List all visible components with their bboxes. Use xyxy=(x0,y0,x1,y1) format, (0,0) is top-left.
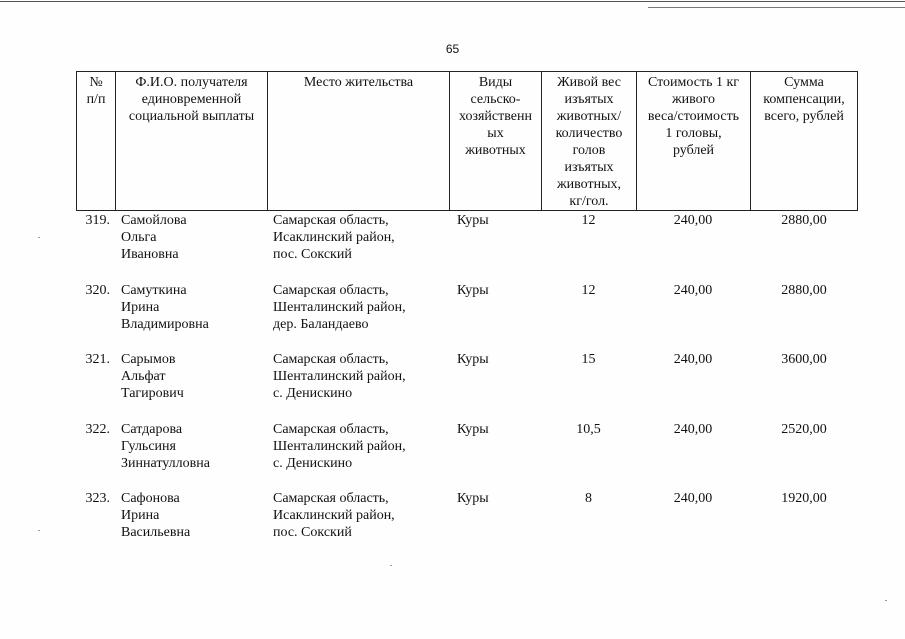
compensation-total: 3600,00 xyxy=(781,352,827,367)
residence: Самарская область, Шенталинский район, с. Денискино xyxy=(273,422,406,471)
recipient-name: Сатдарова Гульсиня Зиннатулловна xyxy=(121,422,210,471)
page-number: 65 xyxy=(445,42,460,56)
animal-type: Куры xyxy=(457,422,489,437)
scan-top-rule xyxy=(648,7,905,8)
col-residence-header: Место жительства xyxy=(268,72,450,210)
col-compensation-total-header: Сумма компенсации, всего, рублей xyxy=(763,75,845,124)
scan-speck xyxy=(38,237,40,238)
col-number-header: № п/п xyxy=(77,72,116,210)
scan-speck xyxy=(885,600,887,601)
unit-price: 240,00 xyxy=(673,491,713,506)
unit-price: 240,00 xyxy=(673,422,713,437)
compensation-total: 2520,00 xyxy=(781,422,827,437)
scan-speck xyxy=(390,565,392,566)
compensation-total: 1920,00 xyxy=(781,491,827,506)
live-weight: 8 xyxy=(585,491,592,506)
scan-speck xyxy=(38,530,40,531)
recipient-name: Самойлова Ольга Ивановна xyxy=(121,213,187,262)
row-number: 323. xyxy=(85,491,110,506)
animal-type: Куры xyxy=(457,491,489,506)
row-number: 321. xyxy=(85,352,110,367)
col-animal-type-header: Виды сельско- хозяйственн ых животных xyxy=(450,72,542,210)
row-number: 322. xyxy=(85,422,110,437)
col-recipient-name-header: Ф.И.О. получателя единовременной социальной выплаты xyxy=(116,72,268,210)
col-live-weight-header: Живой вес изъятых животных/ количество голов изъятых животных, кг/гол. xyxy=(542,72,637,210)
animal-type: Куры xyxy=(457,213,489,228)
animal-type: Куры xyxy=(457,283,489,298)
live-weight: 12 xyxy=(581,283,596,298)
unit-price: 240,00 xyxy=(673,283,713,298)
recipient-name: Сафонова Ирина Васильевна xyxy=(121,491,191,540)
recipient-name: Самуткина Ирина Владимировна xyxy=(121,283,209,332)
scan-top-border xyxy=(0,1,905,2)
col-unit-price-header: Стоимость 1 кг живого веса/стоимость 1 головы, рублей xyxy=(637,72,751,210)
live-weight: 10,5 xyxy=(576,422,601,437)
row-number: 319. xyxy=(85,213,110,228)
residence: Самарская область, Шенталинский район, дер. Баландаево xyxy=(273,283,406,332)
animal-type: Куры xyxy=(457,352,489,367)
unit-price: 240,00 xyxy=(673,213,713,228)
residence: Самарская область, Исаклинский район, пос. Сокский xyxy=(273,213,395,262)
residence: Самарская область, Исаклинский район, пос. Сокский xyxy=(273,491,395,540)
live-weight: 12 xyxy=(581,213,596,228)
unit-price: 240,00 xyxy=(673,352,713,367)
row-number: 320. xyxy=(85,283,110,298)
residence: Самарская область, Шенталинский район, с. Денискино xyxy=(273,352,406,401)
compensation-total: 2880,00 xyxy=(781,283,827,298)
live-weight: 15 xyxy=(581,352,596,367)
table-header xyxy=(76,71,858,211)
compensation-total: 2880,00 xyxy=(781,213,827,228)
recipient-name: Сарымов Альфат Тагирович xyxy=(121,352,184,401)
